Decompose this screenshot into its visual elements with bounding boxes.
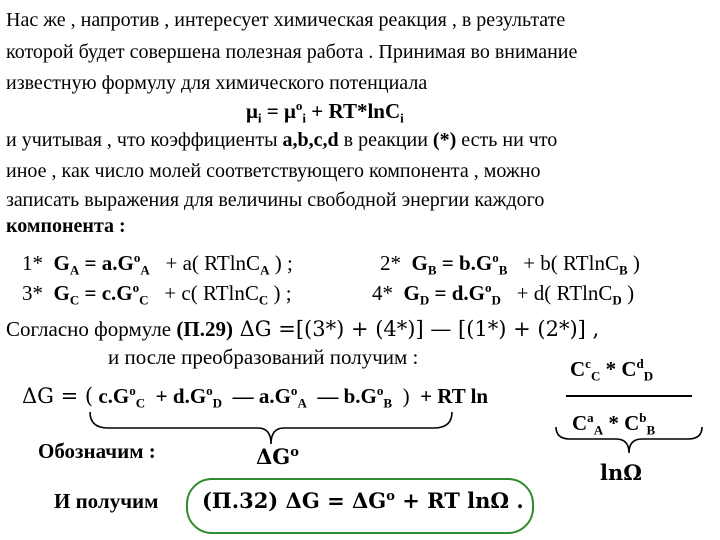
denote-label: Обозначим : [38, 439, 156, 463]
equation-1: 1* $G_A = a.G^o_A$ + a( RTlnC$_A$ ) ; [22, 250, 293, 278]
fraction-numerator: $C^c_C * C^d_D$ [570, 356, 654, 384]
ln-omega: lnΩ [600, 460, 642, 485]
text-line-3: известную формулу для химического потенциала [6, 72, 428, 94]
text-line-4: и учитывая , что коэффициенты a,b,c,d в реакции (*) есть ни что [6, 129, 558, 151]
equation-2: 2* $G_B = b.G^o_B$ + b( RTlnC$_B$ ) [380, 250, 640, 278]
fraction-bar [566, 395, 692, 397]
big-equation: ΔG = ( $c.G^o_C + d.G^o_D$ — $a.G^o_A$ — $b.G^o_B$ ) + RT ln [22, 383, 489, 411]
text-line-6: записать выражения для величины свободной энергии каждого [6, 189, 545, 211]
after-transform-line: и после преобразований получим : [108, 345, 419, 369]
text-line-1: Нас же , напротив , интересует химическая реакция , в результате [6, 9, 566, 31]
chemical-potential-formula: $\mu_i = \mu^o_i + RT*\ln C_i$ [246, 98, 404, 126]
result-label: И получим [54, 489, 159, 513]
text-line-2: которой будет совершена полезная работа . Принимая во внимание [6, 41, 578, 63]
equation-4: 4* $G_D = d.G^o_D$ + d( RTlnC$_D$ ) [372, 280, 635, 308]
text-line-5: иное , как число молей соответствующего компонента , можно [6, 160, 541, 182]
text-line-7: компонента : [6, 215, 126, 237]
formula-line: Согласно формуле (П.29) ΔG =[(3*) + (4*)] — [(1*) + (2*)] , [6, 317, 600, 341]
delta-g-zero: $\Delta G^o$ [256, 444, 299, 469]
result-formula: (П.32) $\Delta G = \Delta G^o$ + RT lnΩ . [202, 488, 524, 513]
equation-3: 3* $G_C = c.G^o_C$ + c( RTlnC$_C$ ) ; [22, 280, 292, 308]
fraction-denominator: $C^a_A * C^b_B$ [572, 410, 656, 438]
underbrace-ln [554, 425, 704, 455]
